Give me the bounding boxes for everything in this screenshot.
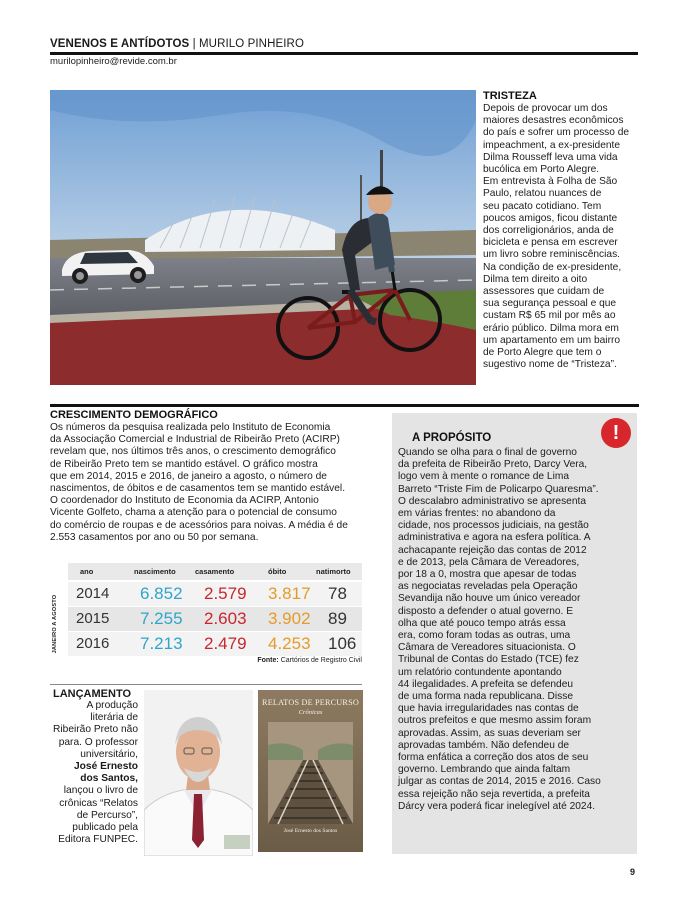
cell-casamento: 2.579 [204, 584, 247, 603]
text-line: universitário, [80, 748, 138, 760]
source-label: Fonte: [257, 657, 279, 664]
text-line: aprovadas também. Não defendeu de [398, 739, 570, 751]
text-line: cidade, nos processos judiciais, na gestão [398, 520, 589, 532]
text-line: um livro sobre reminiscências. [483, 249, 621, 261]
text-line: essa rejeição não seja revertida, a prefeita [398, 788, 590, 800]
text-line: nascimentos, de óbitos e de casamentos tem se mantido estável. [50, 483, 346, 495]
text-line: do país e sofrer um processo de [483, 127, 630, 139]
cell-natimorto: 89 [328, 609, 347, 628]
text-line: Em entrevista à Folha de São [483, 176, 618, 188]
text-line: as negociatas reveladas pela Operação [398, 581, 578, 593]
tristeza-title: TRISTEZA [483, 90, 537, 102]
text-line: Editora FUNPEC. [58, 834, 138, 846]
text-line: O descalabro administrativo se apresenta [398, 495, 587, 507]
column-name: VENENOS E ANTÍDOTOS [50, 38, 190, 50]
text-line: Vicente Golfeto, chama a atenção para o potencial de consumo [50, 507, 337, 519]
text-line: bicicleta e pensa em escrever [483, 237, 618, 249]
text-line: seu pacato cotidiano. Tem [483, 200, 602, 212]
text-line: maiores desastres econômicos [483, 115, 624, 127]
text-line: achacapante rejeição das contas de 2012 [398, 544, 587, 556]
header-rule [50, 52, 638, 55]
text-line: da Associação Comercial e Industrial de Ribeirão Preto (ACIRP) [50, 434, 340, 446]
author-name: MURILO PINHEIRO [198, 38, 304, 50]
page-header [50, 38, 638, 67]
text-line: e de 2013, pela Câmara de Vereadores, [398, 556, 580, 568]
text-line: publicado pela [72, 822, 138, 834]
header-casamento: casamento [195, 567, 235, 576]
text-line: lançou o livro de [63, 785, 138, 797]
cell-ano: 2015 [76, 610, 110, 627]
text-line: Paulo, relatou nuances de [483, 188, 602, 200]
page-number: 9 [630, 867, 636, 877]
text-line: para. O professor [58, 736, 138, 748]
text-line: O coordenador do Instituto de Economia da ACIRP, Antonio [50, 495, 319, 507]
text-line: outros prefeitos e que mesmo assim foram [398, 715, 592, 727]
a-proposito-box [392, 413, 637, 854]
text-line: crônicas “Relatos [59, 797, 138, 809]
book-title: RELATOS DE PERCURSO [262, 698, 359, 707]
text-line: bucólica em Porto Alegre. [483, 164, 600, 176]
text-line: Dilma tem direito a oito [483, 273, 588, 285]
table-row [68, 632, 362, 656]
cell-obito: 3.817 [268, 584, 311, 603]
text-line: Barreto “Triste Fim de Policarpo Quaresma”. [398, 483, 599, 495]
lancamento-text [50, 700, 138, 846]
demographic-table [50, 563, 362, 671]
a-proposito-title: A PROPÓSITO [412, 432, 492, 444]
text-line: Quando se olha para o final de governo [398, 447, 577, 458]
text-line: impeachment, a ex-presidente [483, 139, 621, 151]
text-line: governo. Lembrando que ainda faltam [398, 764, 571, 776]
text-line: Dilma Rousseff leva uma vida [483, 151, 618, 163]
lancamento-rule [50, 684, 362, 685]
text-line: Câmara de Vereadores situacionista. O [398, 642, 576, 654]
text-line: José Ernesto [74, 761, 138, 773]
book-author: José Ernesto dos Santos [283, 828, 338, 834]
cell-obito: 4.253 [268, 634, 311, 653]
text-line: Na condição de ex-presidente, [483, 261, 622, 273]
text-line: Os números da pesquisa realizada pelo Instituto de Economia [50, 422, 331, 433]
text-line: de Ribeirão Preto tem se mantido estável. O gráfico mostra [50, 458, 318, 470]
text-line: que havia irregularidades nas contas de [398, 703, 579, 715]
text-line: de uma forma nada republicana. Disse [398, 691, 573, 703]
header-natimorto: natimorto [316, 567, 351, 576]
column-title [50, 38, 638, 51]
a-proposito-text [398, 447, 631, 813]
text-line: Depois de provocar um dos [483, 103, 608, 114]
text-line: assessores que cuidam de [483, 286, 605, 298]
text-line: olha que até pouco tempo atrás essa [398, 617, 566, 629]
text-line: do comércio de roupas e de acessórios para noivas. A média é de [50, 519, 348, 531]
cell-ano: 2016 [76, 635, 110, 652]
alert-icon: ! [601, 418, 631, 448]
cell-obito: 3.902 [268, 609, 311, 628]
text-line: de Percurso”, [76, 809, 138, 821]
crescimento-title: CRESCIMENTO DEMOGRÁFICO [50, 409, 218, 421]
text-line: dos Santos, [80, 773, 138, 785]
text-line: erário público. Dilma mora em [483, 322, 619, 334]
text-line: logo vem à mente o romance de Lima [398, 471, 570, 483]
text-line: poucos amigos, ficou distante [483, 212, 618, 224]
table-row [68, 607, 362, 631]
cell-nascimento: 6.852 [140, 584, 183, 603]
text-line: Sevandija não houve um único vereador [398, 593, 581, 605]
author-email[interactable]: murilopinheiro@revide.com.br [50, 56, 177, 67]
table-row [68, 582, 362, 606]
tristeza-text [483, 103, 641, 371]
text-line: Tribunal de Contas do Estado (TCE) fez [398, 654, 579, 666]
text-line: de Porto Alegre que tem o [483, 347, 602, 359]
text-line: A produção [86, 700, 138, 711]
text-line: um apartamento em um bairro [483, 334, 621, 346]
text-line: administrativa e agora na esfera política. A [398, 532, 591, 544]
cell-natimorto: 106 [328, 634, 357, 653]
lancamento-title: LANÇAMENTO [53, 688, 132, 700]
header-nascimento: nascimento [134, 567, 176, 576]
header-obito: óbito [268, 567, 287, 576]
text-line: um relatório contundente apontando [398, 666, 562, 678]
text-line: sua segurança pessoal e que [483, 298, 617, 310]
text-line: 2.553 casamentos por ano ou 50 por semana. [50, 531, 259, 543]
text-line: dos correligionários, anda de [483, 225, 614, 237]
text-line: custam R$ 65 mil por mês ao [483, 310, 616, 322]
cell-casamento: 2.479 [204, 634, 247, 653]
cell-ano: 2014 [76, 585, 110, 602]
cell-natimorto: 78 [328, 584, 347, 603]
header-separator: | [192, 38, 196, 50]
text-line: em várias frentes: no abandono da [398, 508, 556, 520]
source-text: Cartórios de Registro Civil [280, 657, 362, 664]
text-line: da prefeita de Ribeirão Preto, Darcy Vera, [398, 459, 588, 471]
cell-casamento: 2.603 [204, 609, 247, 628]
table-source [257, 657, 362, 664]
text-line: revelam que, nos últimos três anos, o crescimento demográfico [50, 446, 336, 458]
table-side-label [50, 581, 60, 671]
author-portrait [144, 690, 253, 856]
text-line: julgar as contas de 2014, 2015 e 2016. Caso [398, 776, 601, 788]
text-line: aprovadas. Assim, as suas deveriam ser [398, 727, 581, 739]
text-line: disposto a defender o atual governo. E [398, 605, 574, 617]
text-line: que em 2014, 2015 e 2016, de janeiro a agosto, o número de [50, 470, 327, 482]
crescimento-text [50, 422, 380, 544]
cyclist-photo [50, 90, 476, 385]
cell-nascimento: 7.213 [140, 634, 183, 653]
text-line: por 18 a 0, mostra que apesar de todas [398, 569, 577, 581]
table-header [68, 563, 362, 580]
book-subtitle: Crônicas [298, 709, 323, 716]
text-line: literária de [90, 712, 138, 724]
cell-nascimento: 7.255 [140, 609, 183, 628]
header-ano: ano [80, 567, 94, 576]
text-line: 44 ilegalidades. A prefeita se defendeu [398, 678, 574, 690]
tristeza-section [483, 90, 641, 371]
text-line: Dárcy vera poderá ficar inelegível até 2024. [398, 800, 596, 812]
side-label-text: JANEIRO A AGOSTO [52, 594, 58, 654]
book-cover [258, 690, 363, 852]
text-line: Ribeirão Preto não [53, 724, 138, 736]
text-line: forma enfática a correção dos atos de seu [398, 752, 589, 764]
crescimento-section [50, 409, 380, 544]
text-line: era, como foram todas as outras, uma [398, 630, 571, 642]
section-rule [50, 404, 639, 407]
text-line: sugestivo nome de “Tristeza”. [483, 359, 617, 371]
